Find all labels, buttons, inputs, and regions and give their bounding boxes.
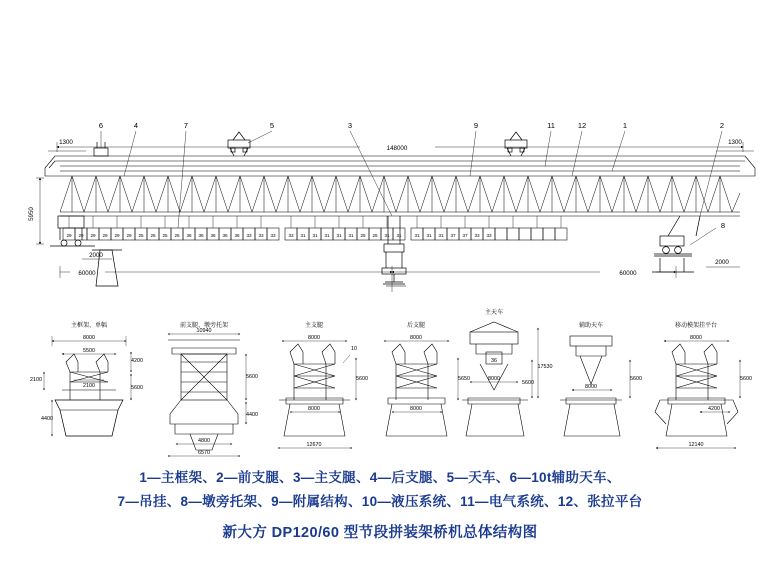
callout-1: 1	[622, 121, 628, 130]
segment-label: 31	[300, 233, 306, 238]
elevation-dimensions	[28, 139, 742, 277]
dim-text: 5600	[356, 376, 368, 382]
elevation-callouts	[99, 121, 725, 230]
segment-label: 37	[462, 233, 468, 238]
segment-label: 31	[312, 233, 318, 238]
dim-text: 8000	[410, 406, 422, 412]
segment-label: 36	[234, 233, 240, 238]
dim-text: 4200	[131, 358, 143, 364]
dim-text: 8000	[308, 406, 320, 412]
segment-label: 31	[324, 233, 330, 238]
section-title-main-trolley: 主天车	[484, 310, 504, 316]
segment-label: 36	[210, 233, 216, 238]
dim-5950: 5950	[28, 207, 35, 221]
dim-1300-left: 1300	[59, 139, 73, 146]
dim-text: 8000	[488, 376, 500, 382]
segment-label: 25	[138, 233, 144, 238]
segment-label: 25	[150, 233, 156, 238]
dim-text: 4800	[198, 438, 210, 444]
legend-line-1: 1—主框架、2—前支腿、3—主支腿、4—后支腿、5—天车、6—10t辅助天车、	[139, 470, 621, 485]
callout-8: 8	[720, 221, 726, 230]
dim-text: 5600	[246, 374, 258, 380]
section-main-trolley	[462, 322, 538, 436]
dim-60000-left: 60000	[78, 270, 96, 277]
elevation-view	[36, 131, 755, 292]
segment-label: 36	[222, 233, 228, 238]
dim-text: 5600	[522, 380, 534, 386]
legend-line-2: 7—吊挂、8—墩旁托架、9—附属结构、10—液压系统、11—电气系统、12、张拉平台	[117, 494, 643, 509]
dim-text: 5600	[740, 376, 752, 382]
segment-label: 31	[414, 233, 420, 238]
dim-148000: 148000	[386, 145, 408, 152]
dim-text: 12140	[688, 442, 704, 448]
dim-text: 4400	[246, 412, 258, 418]
section-title-main-frame: 主框架、单幅	[70, 323, 108, 329]
dim-2000-left: 2000	[89, 252, 103, 259]
dim-text: 8000	[690, 335, 702, 341]
callout-3: 3	[347, 121, 353, 130]
dim-text: 5500	[83, 348, 95, 354]
dim-60000-right: 60000	[619, 270, 637, 277]
dim-text: 17530	[537, 364, 553, 370]
segment-label: 31	[438, 233, 444, 238]
segment-label: 29	[78, 233, 84, 238]
segment-label: 29	[66, 233, 72, 238]
segment-label: 33	[486, 233, 492, 238]
section-main-leg	[278, 341, 356, 448]
callout-11: 11	[547, 121, 555, 130]
segment-label: 25	[372, 233, 378, 238]
segment-label: 37	[450, 233, 456, 238]
segment-label: 33	[246, 233, 252, 238]
segment-label: 29	[126, 233, 132, 238]
callout-6: 6	[98, 121, 104, 130]
segment-label: 33	[270, 233, 276, 238]
callout-9: 9	[473, 121, 479, 130]
dim-text: 4400	[41, 416, 53, 422]
dim-text: 6570	[198, 450, 210, 456]
segment-label: 29	[90, 233, 96, 238]
segment-label: 33	[258, 233, 264, 238]
section-title-form-traveler: 移动模架挂平台	[674, 323, 718, 329]
callout-12: 12	[577, 121, 587, 130]
segment-label: 33	[288, 233, 294, 238]
segment-label: 25	[360, 233, 366, 238]
section-title-aux-trolley: 辅助天车	[578, 323, 604, 329]
dim-text: 36	[491, 358, 497, 364]
segment-label: 25	[174, 233, 180, 238]
dim-text: 2100	[30, 377, 42, 383]
dim-text: 8000	[585, 384, 597, 390]
segment-label: 31	[384, 233, 390, 238]
segment-label: 36	[186, 233, 192, 238]
segment-label: 36	[198, 233, 204, 238]
dim-text: 8000	[410, 335, 422, 341]
dim-text: 5650	[458, 376, 470, 382]
segment-label: 31	[336, 233, 342, 238]
drawing-title: 新大方 DP120/60 型节段拼装架桥机总体结构图	[222, 525, 538, 541]
segment-label: 29	[102, 233, 108, 238]
dim-text: 8000	[83, 335, 95, 341]
section-title-main-leg: 主支腿	[304, 323, 324, 329]
segment-label: 31	[396, 233, 402, 238]
dim-2000-right: 2000	[715, 259, 729, 266]
segment-label: 25	[162, 233, 168, 238]
callout-5: 5	[269, 121, 275, 130]
dim-text: 2100	[83, 383, 95, 389]
dim-text: 8000	[308, 335, 320, 341]
dim-text: 12670	[306, 442, 322, 448]
callout-2: 2	[719, 121, 725, 130]
section-titles	[71, 308, 717, 329]
section-rear-leg	[384, 341, 458, 436]
callout-4: 4	[133, 121, 139, 130]
section-title-front-leg: 前支腿、墩旁托架	[179, 323, 229, 329]
dim-text: 10940	[196, 328, 212, 334]
dim-text: 5600	[131, 385, 143, 391]
dim-text: 4200	[708, 406, 720, 412]
section-title-rear-leg: 后支腿	[406, 323, 426, 329]
segment-label: 31	[348, 233, 354, 238]
dim-text: 10	[351, 346, 357, 352]
segment-label: 29	[114, 233, 120, 238]
segment-label: 33	[474, 233, 480, 238]
section-dimensions	[30, 328, 752, 456]
segment-label: 31	[426, 233, 432, 238]
section-form-traveler	[655, 341, 740, 448]
dim-text: 5600	[630, 376, 642, 382]
callout-7: 7	[183, 121, 189, 130]
dim-1300-right: 1300	[728, 139, 742, 146]
